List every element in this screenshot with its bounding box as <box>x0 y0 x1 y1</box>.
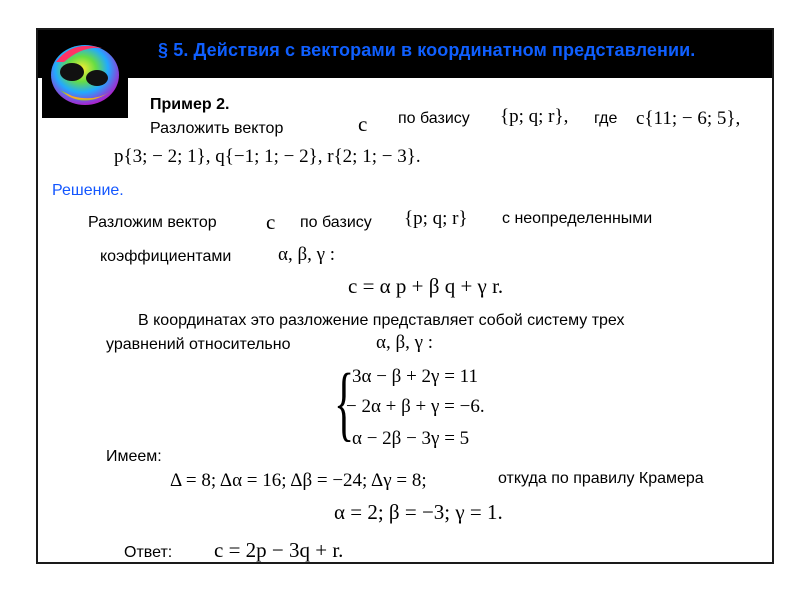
solution-by-basis: по базису <box>300 214 372 231</box>
coefficients: α, β, γ : <box>278 244 336 265</box>
equation-3: α − 2β − 3γ = 5 <box>352 428 470 449</box>
c-coordinates: c{11; − 6; 5}, <box>636 108 741 129</box>
coefficient-values: α = 2; β = −3; γ = 1. <box>334 500 503 524</box>
by-basis-text: по базису <box>398 110 470 127</box>
solution-line1-suffix: с неопределенными <box>502 210 653 227</box>
cramer-text: откуда по правилу Крамера <box>498 470 704 487</box>
slide-frame <box>36 28 774 564</box>
equation-2: − 2α + β + γ = −6. <box>346 396 485 417</box>
answer-formula: c = 2p − 3q + r. <box>214 538 344 562</box>
torus-logo <box>42 32 128 118</box>
determinants: Δ = 8; Δα = 16; Δβ = −24; Δγ = 8; <box>170 470 427 491</box>
vector-c: c <box>358 112 368 136</box>
coefficients-2: α, β, γ : <box>376 332 434 353</box>
coords-line2: уравнений относительно <box>106 336 291 353</box>
solution-label: Решение. <box>52 182 124 199</box>
have-text: Имеем: <box>106 448 162 465</box>
answer-label: Ответ: <box>124 544 173 561</box>
example-heading: Пример 2. <box>150 96 230 113</box>
page-title: § 5. Действия с векторами в координатном представлении. <box>158 40 696 60</box>
given-vectors: p{3; − 2; 1}, q{−1; 1; − 2}, r{2; 1; − 3}. <box>114 146 421 167</box>
solution-vector-c: c <box>266 210 276 234</box>
system-brace: { <box>334 357 355 450</box>
basis-expression: {p; q; r}, <box>500 106 569 127</box>
solution-line2-text: коэффициентами <box>100 248 232 265</box>
expansion-formula: c = α p + β q + γ r. <box>348 274 504 298</box>
solution-basis: {p; q; r} <box>404 208 468 229</box>
equation-1: 3α − β + 2γ = 11 <box>352 366 478 387</box>
coords-line1: В координатах это разложение представляет собой систему трех <box>138 312 625 329</box>
torus-logo-graphic <box>42 32 128 118</box>
where-text: где <box>594 110 618 127</box>
example-task-prefix: Разложить вектор <box>150 120 284 137</box>
solution-line1-prefix: Разложим вектор <box>88 214 217 231</box>
